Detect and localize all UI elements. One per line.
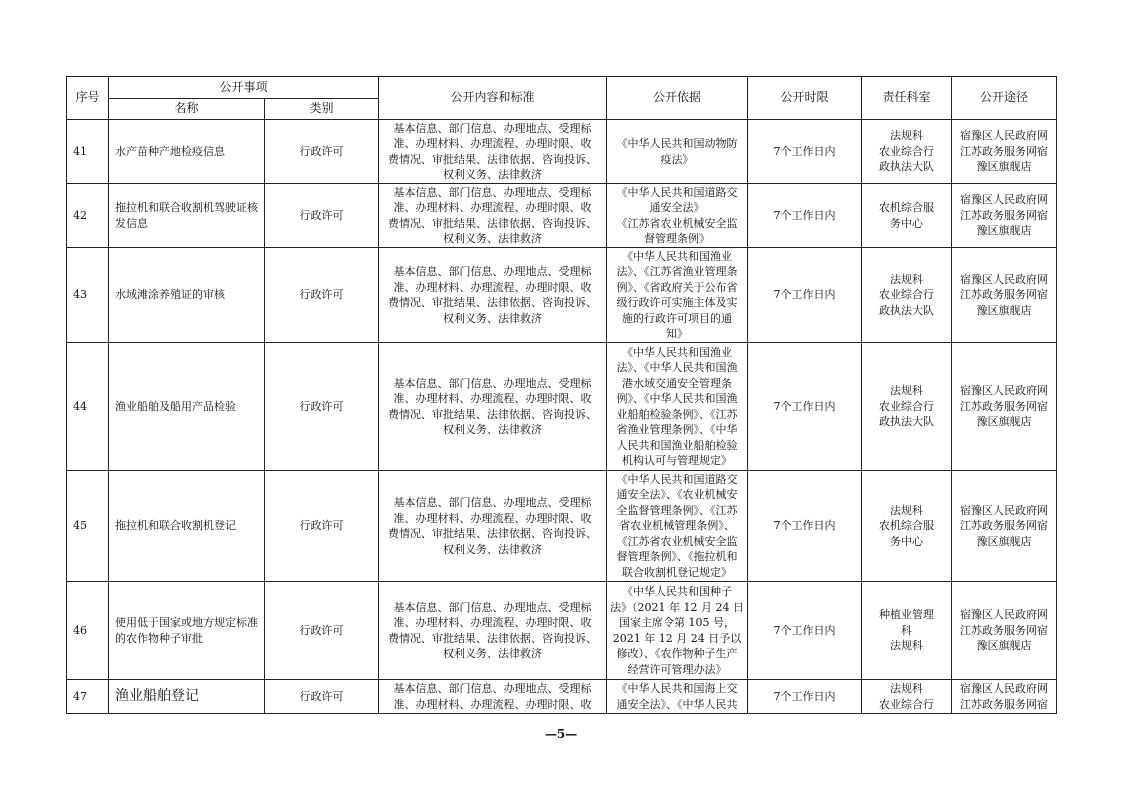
time-limit: 7个工作日内 — [748, 343, 862, 471]
responsible-dept-line: 农业综合行 — [879, 288, 935, 302]
disclosure-content-line: 费情况、审批结果、法律依据、咨询投诉、 — [388, 216, 598, 230]
responsible-dept-line: 农机综合服 — [879, 519, 935, 533]
disclosure-content-line: 准、办理材料、办理流程、办理时限、收 — [393, 137, 592, 150]
disclosure-channel-line: 豫区旗舰店 — [976, 415, 1032, 429]
disclosure-content — [379, 680, 607, 714]
disclosure-basis-line: 全监督管理条例》、《江苏 — [616, 503, 738, 517]
disclosure-content-line: 基本信息、部门信息、办理地点、受理标 — [393, 682, 592, 695]
disclosure-channel-line: 豫区旗舰店 — [976, 224, 1032, 238]
responsible-dept-line: 种植业管理 — [879, 608, 935, 622]
item-name: 渔业船舶及船用产品检验 — [109, 343, 265, 471]
disclosure-basis — [607, 343, 748, 471]
responsible-dept — [862, 343, 952, 471]
disclosure-channel-line: 宿豫区人民政府网 — [960, 193, 1049, 207]
disclosure-channel-line: 豫区旗舰店 — [976, 160, 1032, 174]
disclosure-content-line: 费情况、审批结果、法律依据、咨询投诉、 — [388, 631, 598, 645]
responsible-dept-line: 法规科 — [890, 384, 924, 398]
disclosure-basis-line: 省渔业管理条例》、《中华 — [616, 423, 738, 436]
disclosure-content-line: 权利义务、法律救济 — [443, 311, 543, 325]
table-header — [67, 77, 1057, 120]
disclosure-basis-line: 经营许可管理办法》 — [627, 662, 727, 676]
disclosure-basis — [607, 120, 748, 184]
disclosure-basis-line: 知》 — [666, 327, 689, 340]
row-number: 44 — [67, 343, 109, 471]
table-row — [67, 471, 1057, 582]
disclosure-basis-line: 《中华人民共和国道路交 — [616, 185, 738, 199]
responsible-dept-line: 科 — [901, 623, 913, 637]
table-row — [67, 343, 1057, 471]
disclosure-basis-line: 《中华人民共和国种子 — [622, 585, 733, 598]
disclosure-channel-line: 宿豫区人民政府网 — [960, 682, 1049, 695]
disclosure-basis-line: 《中华人民共和国渔业 — [622, 345, 733, 359]
disclosure-basis-line: 例》、《中华人民共和国渔 — [616, 392, 738, 405]
disclosure-basis-line: 《中华人民共和国道路交 — [616, 472, 738, 486]
disclosure-content — [379, 120, 607, 184]
disclosure-channel-line: 宿豫区人民政府网 — [960, 384, 1049, 398]
disclosure-content-line: 费情况、审批结果、法律依据、咨询投诉、 — [388, 527, 598, 540]
item-category: 行政许可 — [265, 184, 379, 248]
disclosure-content-line: 权利义务、法律救济 — [443, 232, 543, 245]
disclosure-content-line: 费情况、审批结果、法律依据、咨询投诉、 — [388, 296, 598, 309]
disclosure-channel — [952, 471, 1057, 582]
disclosure-basis — [607, 184, 748, 248]
disclosure-channel-line: 宿豫区人民政府网 — [960, 272, 1049, 286]
disclosure-content-line: 权利义务、法律救济 — [443, 423, 543, 436]
disclosure-basis-line: 2021 年 12 月 24 日予以 — [612, 631, 742, 645]
header-category: 类别 — [265, 99, 379, 120]
table-body — [67, 120, 1057, 714]
disclosure-basis-line: 督管理条例》、《拖拉机和 — [616, 550, 738, 564]
disclosure-basis-line: 港水域交通安全管理条 — [622, 376, 733, 390]
disclosure-content-line: 准、办理材料、办理流程、办理时限、收 — [393, 697, 592, 711]
disclosure-basis-line: 法》（2021 年 12 月 24 日 — [610, 600, 744, 614]
disclosure-content-line: 费情况、审批结果、法律依据、咨询投诉、 — [388, 152, 598, 166]
disclosure-basis-line: 国家主席令第 105 号， — [619, 616, 736, 629]
item-category: 行政许可 — [265, 680, 379, 714]
disclosure-basis-line: 法》、《中华人民共和国渔 — [616, 361, 738, 374]
disclosure-content-line: 准、办理材料、办理流程、办理时限、收 — [393, 616, 592, 629]
time-limit: 7个工作日内 — [748, 120, 862, 184]
disclosure-basis-line: 《中华人民共和国海上交 — [616, 682, 738, 695]
disclosure-content-line: 基本信息、部门信息、办理地点、受理标 — [393, 185, 592, 199]
disclosure-channel-line: 豫区旗舰店 — [976, 303, 1032, 317]
header-name: 名称 — [109, 99, 265, 120]
disclosure-channel-line: 豫区旗舰店 — [976, 639, 1032, 653]
disclosure-basis — [607, 680, 748, 714]
item-category: 行政许可 — [265, 120, 379, 184]
item-name: 拖拉机和联合收割机登记 — [109, 471, 265, 582]
disclosure-content-line: 准、办理材料、办理流程、办理时限、收 — [393, 511, 592, 525]
disclosure-content-line: 基本信息、部门信息、办理地点、受理标 — [393, 376, 592, 390]
disclosure-channel-line: 江苏政务服务网宿 — [960, 208, 1049, 222]
disclosure-content-line: 权利义务、法律救济 — [443, 647, 543, 660]
disclosure-content-line: 基本信息、部门信息、办理地点、受理标 — [393, 496, 592, 509]
header-time-limit: 公开时限 — [748, 77, 862, 120]
responsible-dept-line: 法规科 — [890, 682, 924, 695]
time-limit: 7个工作日内 — [748, 680, 862, 714]
responsible-dept-line: 农业综合行 — [879, 697, 935, 711]
table-row — [67, 184, 1057, 248]
time-limit: 7个工作日内 — [748, 248, 862, 343]
item-category: 行政许可 — [265, 343, 379, 471]
disclosure-content-line: 准、办理材料、办理流程、办理时限、收 — [393, 392, 592, 405]
item-name: 拖拉机和联合收割机驾驶证核发信息 — [109, 184, 265, 248]
table-row — [67, 582, 1057, 680]
disclosure-basis-line: 施的行政许可项目的通 — [622, 311, 733, 325]
responsible-dept — [862, 471, 952, 582]
item-category: 行政许可 — [265, 248, 379, 343]
responsible-dept-line: 法规科 — [890, 639, 924, 653]
disclosure-basis-line: 机构认可与管理规定》 — [622, 454, 733, 467]
disclosure-channel-line: 江苏政务服务网宿 — [960, 144, 1049, 158]
disclosure-channel-line: 江苏政务服务网宿 — [960, 399, 1049, 413]
disclosure-content-line: 权利义务、法律救济 — [443, 542, 543, 556]
disclosure-channel-line: 江苏政务服务网宿 — [960, 288, 1049, 302]
responsible-dept-line: 法规科 — [890, 503, 924, 517]
disclosure-basis — [607, 471, 748, 582]
disclosure-basis-line: 修改）、《农作物种子生产 — [616, 647, 738, 660]
disclosure-content — [379, 343, 607, 471]
responsible-dept — [862, 582, 952, 680]
disclosure-channel — [952, 680, 1057, 714]
header-seq: 序号 — [67, 77, 109, 120]
responsible-dept-line: 农业综合行 — [879, 144, 935, 158]
disclosure-content — [379, 248, 607, 343]
disclosure-basis-line: 人民共和国渔业船舶检验 — [616, 438, 738, 452]
disclosure-basis-line: 通安全法》、《中华人民共 — [616, 697, 738, 711]
responsible-dept — [862, 120, 952, 184]
item-name: 使用低于国家或地方规定标准的农作物种子审批 — [109, 582, 265, 680]
responsible-dept — [862, 248, 952, 343]
responsible-dept-line: 农机综合服 — [879, 201, 935, 214]
disclosure-basis-line: 督管理条例》 — [644, 232, 711, 245]
disclosure-content-line: 费情况、审批结果、法律依据、咨询投诉、 — [388, 407, 598, 421]
disclosure-channel — [952, 582, 1057, 680]
table-row — [67, 120, 1057, 184]
row-number: 42 — [67, 184, 109, 248]
disclosure-content — [379, 582, 607, 680]
time-limit: 7个工作日内 — [748, 582, 862, 680]
row-number: 43 — [67, 248, 109, 343]
time-limit: 7个工作日内 — [748, 184, 862, 248]
disclosure-basis-line: 级行政许可实施主体及实 — [616, 296, 738, 309]
item-name: 水域滩涂养殖证的审核 — [109, 248, 265, 343]
row-number: 47 — [67, 680, 109, 714]
disclosure-channel — [952, 343, 1057, 471]
header-item-group: 公开事项 — [109, 77, 379, 99]
item-name: 水产苗种产地检疫信息 — [109, 120, 265, 184]
time-limit: 7个工作日内 — [748, 471, 862, 582]
disclosure-basis-line: 联合收割机登记规定》 — [622, 565, 733, 579]
responsible-dept-line: 法规科 — [890, 272, 924, 286]
table-row — [67, 680, 1057, 714]
disclosure-content — [379, 471, 607, 582]
disclosure-content-line: 准、办理材料、办理流程、办理时限、收 — [393, 201, 592, 214]
disclosure-channel — [952, 248, 1057, 343]
row-number: 46 — [67, 582, 109, 680]
disclosure-basis — [607, 582, 748, 680]
responsible-dept — [862, 680, 952, 714]
responsible-dept-line: 法规科 — [890, 129, 924, 143]
disclosure-basis-line: 业船舶检验条例》、《江苏 — [616, 407, 738, 421]
responsible-dept-line: 政执法大队 — [879, 415, 935, 429]
disclosure-basis-line: 《中华人民共和国渔业 — [622, 249, 733, 263]
disclosure-content-line: 基本信息、部门信息、办理地点、受理标 — [393, 600, 592, 614]
responsible-dept-line: 务中心 — [890, 216, 924, 230]
item-name: 渔业船舶登记 — [109, 680, 265, 714]
responsible-dept-line: 务中心 — [890, 534, 924, 548]
disclosure-channel-line: 豫区旗舰店 — [976, 534, 1032, 548]
disclosure-basis-line: 疫法》 — [660, 152, 694, 166]
disclosure-basis-line: 通安全法》、《农业机械安 — [616, 488, 738, 502]
item-category: 行政许可 — [265, 582, 379, 680]
disclosure-basis-line: 通安全法》 — [649, 201, 705, 214]
page-number: —5— — [544, 727, 578, 741]
disclosure-channel-line: 宿豫区人民政府网 — [960, 608, 1049, 622]
disclosure-content — [379, 184, 607, 248]
table-row — [67, 248, 1057, 343]
header-content: 公开内容和标准 — [379, 77, 607, 120]
disclosure-content-line: 基本信息、部门信息、办理地点、受理标 — [393, 121, 592, 135]
disclosure-basis-line: 省农业机械管理条例》、 — [619, 519, 735, 533]
disclosure-channel — [952, 184, 1057, 248]
disclosure-content-line: 基本信息、部门信息、办理地点、受理标 — [393, 265, 592, 278]
header-channel: 公开途径 — [952, 77, 1057, 120]
disclosure-basis-line: 法》、《江苏省渔业管理条 — [616, 265, 738, 278]
responsible-dept-line: 政执法大队 — [879, 160, 935, 174]
disclosure-channel-line: 宿豫区人民政府网 — [960, 129, 1049, 143]
responsible-dept-line: 政执法大队 — [879, 303, 935, 317]
responsible-dept — [862, 184, 952, 248]
disclosure-basis-line: 《江苏省农业机械安全监 — [616, 534, 738, 548]
disclosure-channel-line: 江苏政务服务网宿 — [960, 697, 1049, 711]
header-dept: 责任科室 — [862, 77, 952, 120]
disclosure-basis-line: 例》、《省政府关于公布省 — [616, 280, 738, 294]
disclosure-channel-line: 江苏政务服务网宿 — [960, 519, 1049, 533]
item-category: 行政许可 — [265, 471, 379, 582]
disclosure-channel-line: 宿豫区人民政府网 — [960, 503, 1049, 517]
row-number: 45 — [67, 471, 109, 582]
disclosure-table — [66, 76, 1057, 714]
disclosure-channel-line: 江苏政务服务网宿 — [960, 623, 1049, 637]
disclosure-channel — [952, 120, 1057, 184]
header-basis: 公开依据 — [607, 77, 748, 120]
responsible-dept-line: 农业综合行 — [879, 399, 935, 413]
row-number: 41 — [67, 120, 109, 184]
disclosure-basis-line: 《中华人民共和国动物防 — [616, 137, 738, 150]
disclosure-content-line: 准、办理材料、办理流程、办理时限、收 — [393, 280, 592, 294]
disclosure-basis — [607, 248, 748, 343]
disclosure-basis-line: 《江苏省农业机械安全监 — [616, 216, 738, 230]
disclosure-content-line: 权利义务、法律救济 — [443, 168, 543, 181]
